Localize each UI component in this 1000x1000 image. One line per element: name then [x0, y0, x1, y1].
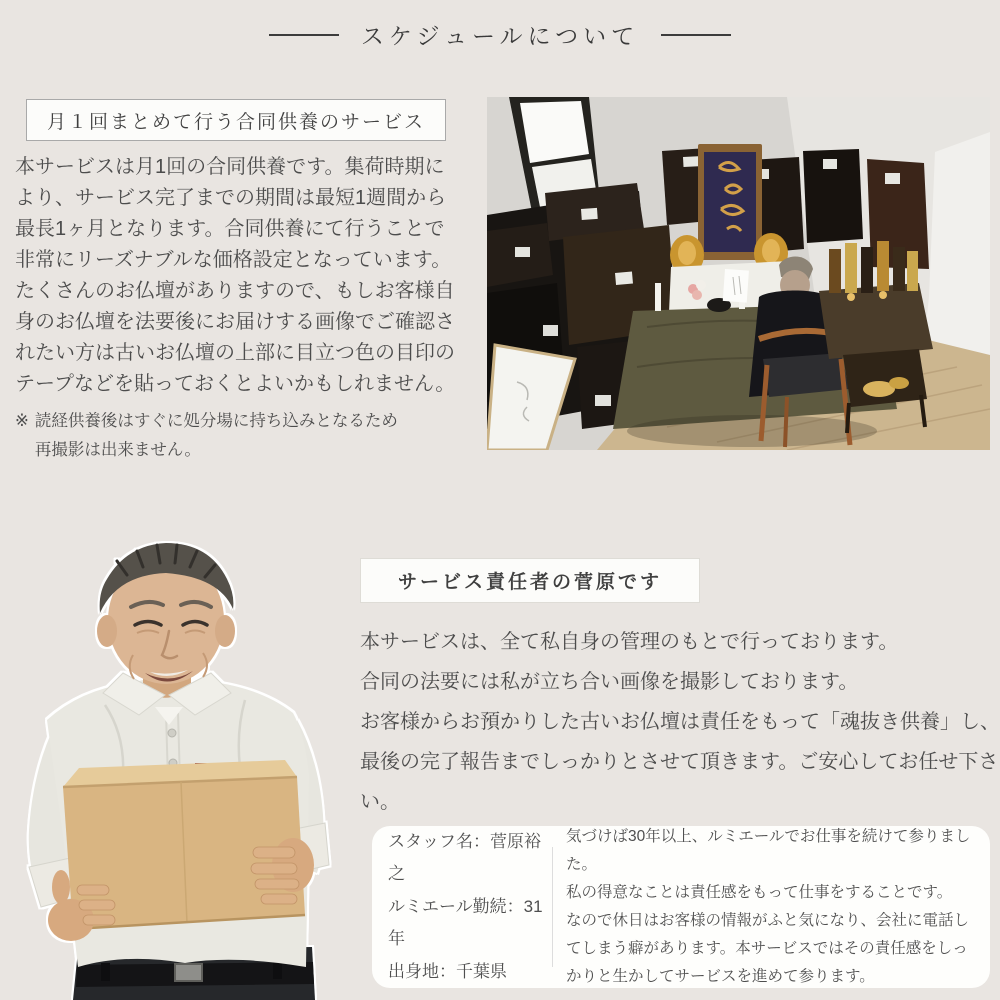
manager-section-title: サービス責任者の菅原です — [360, 558, 700, 603]
staff-birthplace: 出身地：千葉県 — [388, 961, 507, 981]
manager-paragraph — [360, 622, 1000, 822]
staff-illustration — [5, 535, 350, 1000]
manager-line: 合同の法要には私が立ち合い画像を撮影しております。 — [360, 671, 859, 693]
note-marker: ※ — [15, 412, 29, 430]
note-text: 読経供養後はすぐに処分場に持ち込みとなるため再撮影は出来ません。 — [34, 412, 398, 459]
manager-line: 本サービスは、全て私自身の管理のもとで行っております。 — [360, 631, 899, 653]
header-right-line — [661, 34, 731, 36]
staff-photo — [5, 535, 350, 1000]
page-header — [0, 18, 1000, 51]
altar-room-illustration — [487, 97, 990, 450]
page-title: スケジュールについて — [360, 23, 640, 49]
staff-message-line: 私の得意なことは責任感をもって仕事をすることです。 — [566, 884, 953, 901]
staff-message-line: なので休日はお客様の情報がふと気になり、会社に電話してしまう癖があります。本サービスではその責任感をしっかりと生かしてサービスを進めて参ります。 — [566, 912, 970, 985]
staff-message — [553, 823, 990, 991]
altar-room-photo — [487, 97, 990, 450]
schedule-section-title: 月１回まとめて行う合同供養のサービス — [26, 99, 446, 141]
header-left-line — [269, 34, 339, 36]
staff-info — [372, 826, 552, 989]
schedule-note — [15, 407, 435, 465]
staff-tenure: ルミエール勤続：31年 — [388, 896, 543, 949]
staff-name: スタッフ名：菅原裕之 — [388, 831, 541, 884]
staff-message-line: 気づけば30年以上、ルミエールでお仕事を続けて参りました。 — [566, 828, 971, 873]
manager-line: 最後の完了報告までしっかりとさせて頂きます。ご安心してお任せ下さい。 — [360, 751, 999, 813]
staff-card — [372, 826, 990, 988]
manager-line: お客様からお預かりした古いお仏壇は責任をもって「魂抜き供養」し、 — [360, 711, 1000, 733]
schedule-paragraph: 本サービスは月1回の合同供養です。集荷時期により、サービス完了までの期間は最短1週間から最長1ヶ月となります。合同供養にて行うことで非常にリーズナブルな価格設定となっています。たくさんのお仏壇がありますので、もしお客様自身のお仏壇を法要後にお届けする画像でご確認されたい方は古いお仏壇の上部に目立つ色の目印のテープなどを貼っておくとよいかもしれません。 — [15, 156, 456, 395]
